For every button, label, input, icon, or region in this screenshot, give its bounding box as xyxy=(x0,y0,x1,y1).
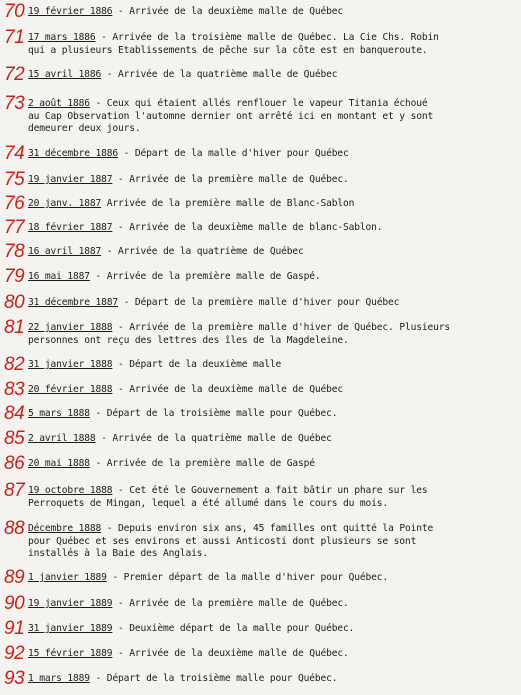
entry-text: - Cet été le Gouvernement a fait bâtir un phare sur les xyxy=(112,485,428,496)
entry-text: - Depuis environ six ans, 45 familles ont quitté la Pointe xyxy=(101,523,434,534)
entry-text: - Premier départ de la malle d'hiver pour Québec. xyxy=(106,572,389,583)
entry-date: 5 mars 1888 xyxy=(28,408,90,419)
entry-number: 71 xyxy=(4,27,25,48)
entry-number: 70 xyxy=(4,1,25,22)
entry-text-line xyxy=(28,148,349,161)
entry-text: - Arrivée de la deuxième malle de Québec xyxy=(112,384,344,395)
entry-date: 31 janvier 1889 xyxy=(28,623,113,634)
entry-text: - Arrivée de la troisième malle de Québec. La Cie Chs. Robin xyxy=(95,32,439,43)
entry-text: - Arrivée de la première malle de Québec. xyxy=(112,174,349,185)
entry-text-line xyxy=(28,322,450,335)
entry-date: 20 février 1888 xyxy=(28,384,113,395)
entry-text-line: au Cap Observation l'automne dernier ont arrêté ici en montant et y sont xyxy=(28,110,434,122)
entry-text-line xyxy=(28,598,349,611)
entry-text: - Arrivée de la deuxième malle de Québec xyxy=(112,6,344,17)
entry-text-line xyxy=(28,271,321,284)
entry-date: 19 octobre 1888 xyxy=(28,485,113,496)
entry-number: 77 xyxy=(4,217,25,238)
entry-date: 31 décembre 1886 xyxy=(28,148,119,159)
entry-text-line xyxy=(28,69,337,82)
entry-text-line xyxy=(28,359,281,372)
entry-text: - Deuxième départ de la malle pour Québec. xyxy=(112,623,355,634)
entry-number: 78 xyxy=(4,241,25,262)
entry-text-line xyxy=(28,222,382,235)
entry-date: 16 mai 1887 xyxy=(28,271,90,282)
entry-date: 16 avril 1887 xyxy=(28,246,102,257)
entry-number: 72 xyxy=(4,64,25,85)
entry-date: 15 février 1889 xyxy=(28,648,113,659)
entry-text: - Départ de la troisième malle pour Québec. xyxy=(89,408,338,419)
entry-text: - Départ de la troisième malle pour Québec. xyxy=(89,673,338,684)
entry-date: 18 février 1887 xyxy=(28,222,113,233)
entry-text-line xyxy=(28,174,349,187)
entry-number: 76 xyxy=(4,193,25,214)
entry-number: 75 xyxy=(4,169,25,190)
entry-date: 20 mai 1888 xyxy=(28,458,90,469)
entry-text: - Arrivée de la deuxième malle de blanc-Sablon. xyxy=(112,222,383,233)
entry-text: - Arrivée de la quatrième malle de Québec xyxy=(95,433,332,444)
entry-date: 17 mars 1886 xyxy=(28,32,96,43)
entry-date: 15 avril 1886 xyxy=(28,69,102,80)
entry-number: 87 xyxy=(4,480,25,501)
entry-text-line xyxy=(28,246,304,259)
entry-text-line xyxy=(28,648,349,661)
entry-text: - Ceux qui étaient allés renflouer le vapeur Titania échoué xyxy=(89,98,428,109)
entry-date: 19 janvier 1887 xyxy=(28,174,113,185)
entry-text-line xyxy=(28,458,315,471)
entry-number: 84 xyxy=(4,403,25,424)
entry-text: - Départ de la malle d'hiver pour Québec xyxy=(118,148,349,159)
entry-date: 19 février 1886 xyxy=(28,6,113,17)
entry-text: - Arrivée de la première malle de Québec. xyxy=(112,598,349,609)
entry-text-line xyxy=(28,485,427,498)
entry-number: 85 xyxy=(4,428,25,449)
entry-date: 2 avril 1888 xyxy=(28,433,96,444)
entry-number: 79 xyxy=(4,266,25,287)
entry-text-line: personnes ont reçu des lettres des îles de la Magdeleine. xyxy=(28,334,349,346)
entry-date: 1 janvier 1889 xyxy=(28,572,107,583)
entry-text: - Arrivée de la deuxième malle de Québec. xyxy=(112,648,349,659)
entry-number: 89 xyxy=(4,567,25,588)
entry-date: 20 janv. 1887 xyxy=(28,198,102,209)
entry-number: 83 xyxy=(4,379,25,400)
entry-text-line xyxy=(28,297,399,310)
entry-date: 31 janvier 1888 xyxy=(28,359,113,370)
entry-text-line: qui a plusieurs Etablissements de pêche sur la côte est en banqueroute. xyxy=(28,44,428,56)
entry-text: - Arrivée de la quatrième de Québec xyxy=(101,246,304,257)
entry-text-line xyxy=(28,6,343,19)
entry-text-line xyxy=(28,384,343,397)
entry-number: 73 xyxy=(4,93,25,114)
entry-number: 93 xyxy=(4,668,25,689)
entry-text: - Départ de la première malle d'hiver pour Québec xyxy=(118,297,400,308)
entry-text: - Arrivée de la première malle de Gaspé xyxy=(89,458,315,469)
entry-text: - Départ de la deuxième malle xyxy=(112,359,282,370)
entry-text: - Arrivée de la première malle d'hiver de Québec. Plusieurs xyxy=(112,322,450,333)
entry-number: 82 xyxy=(4,354,25,375)
entry-text: Arrivée de la première malle de Blanc-Sablon xyxy=(101,198,355,209)
entry-text-line xyxy=(28,433,332,446)
entry-date: 22 janvier 1888 xyxy=(28,322,113,333)
entry-number: 91 xyxy=(4,618,25,639)
entry-number: 74 xyxy=(4,143,25,164)
entry-text-line xyxy=(28,523,433,536)
entry-number: 92 xyxy=(4,643,25,664)
entry-date: 31 décembre 1887 xyxy=(28,297,119,308)
entry-text: - Arrivée de la quatrième malle de Québec xyxy=(101,69,338,80)
entry-number: 80 xyxy=(4,292,25,313)
entry-text-line: pour Québec et ses environs et aussi Anticosti dont plusieurs se sont xyxy=(28,535,417,547)
entry-number: 88 xyxy=(4,518,25,539)
entry-date: Décembre 1888 xyxy=(28,523,102,534)
entry-number: 90 xyxy=(4,593,25,614)
entry-text-line xyxy=(28,623,354,636)
entry-text-line xyxy=(28,572,388,585)
entry-number: 86 xyxy=(4,453,25,474)
entry-text-line xyxy=(28,673,337,686)
entry-date: 1 mars 1889 xyxy=(28,673,90,684)
entry-text-line xyxy=(28,98,427,111)
entry-text-line xyxy=(28,198,354,211)
entry-text-line: demeurer deux jours. xyxy=(28,123,141,134)
entry-text: - Arrivée de la première malle de Gaspé. xyxy=(89,271,321,282)
entry-date: 2 août 1886 xyxy=(28,98,90,109)
entry-number: 81 xyxy=(4,317,25,338)
entry-date: 19 janvier 1889 xyxy=(28,598,113,609)
entry-text-line xyxy=(28,32,439,45)
entry-text-line xyxy=(28,408,337,421)
entry-text-line: installés à la Baie des Anglais. xyxy=(28,548,209,559)
entry-text-line: Perroquets de Mingan, lequel a été allumé dans le cours du mois. xyxy=(28,497,389,509)
